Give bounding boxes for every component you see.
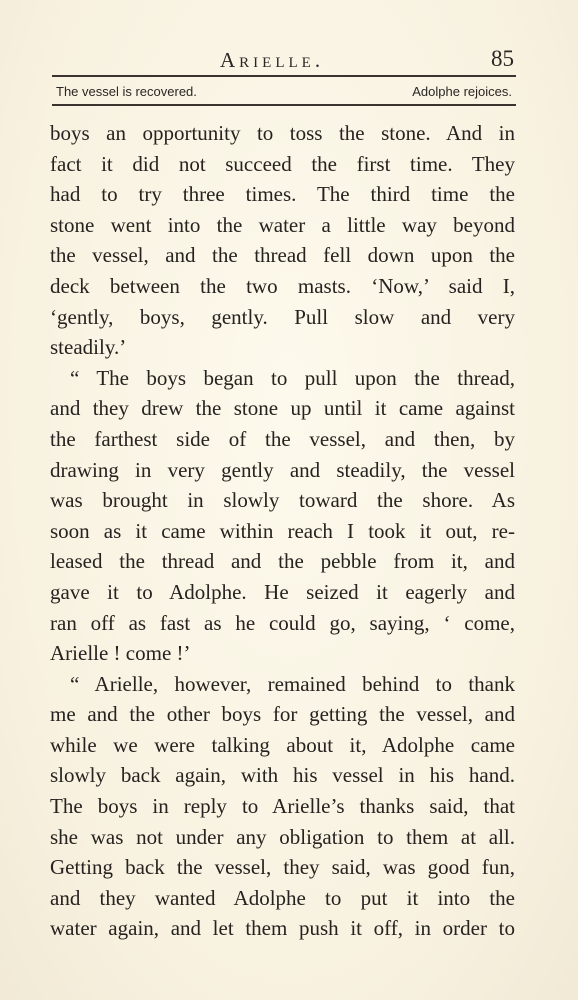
text-line: had to try three times. The third time the	[50, 182, 515, 207]
running-head-title: Arielle.	[220, 48, 325, 72]
text-line: was brought in slowly toward the shore. As	[50, 488, 515, 513]
text-line: “ The boys began to pull upon the thread,	[70, 365, 515, 390]
text-line: deck between the two masts. ‘Now,’ said I,	[50, 273, 515, 298]
header-rule-bottom	[52, 104, 516, 106]
text-line: boys an opportunity to toss the stone. And in	[50, 121, 515, 145]
text-line: soon as it came within reach I took it out, re-	[50, 518, 515, 543]
text-line: she was not under any obligation to them at all.	[50, 824, 515, 849]
text-line: stone went into the water a little way beyond	[50, 212, 515, 237]
subhead-right: Adolphe rejoices.	[412, 84, 512, 99]
text-line: “ Arielle, however, remained behind to thank	[70, 671, 515, 696]
text-line: Getting back the vessel, they said, was good fun,	[50, 855, 515, 880]
text-line: fact it did not succeed the first time. They	[50, 151, 515, 176]
text-line: the vessel, and the thread fell down upon the	[50, 243, 515, 268]
text-line: drawing in very gently and steadily, the vessel	[50, 457, 515, 482]
text-line: while we were talking about it, Adolphe came	[50, 732, 515, 757]
text-line: ran off as fast as he could go, saying, ‘ come,	[50, 610, 515, 635]
header-rule-top	[52, 75, 516, 77]
page-number: 85	[491, 46, 514, 71]
running-head	[40, 44, 514, 74]
text-line: and they wanted Adolphe to put it into the	[50, 885, 515, 910]
text-line: gave it to Adolphe. He seized it eagerly and	[50, 579, 515, 604]
body-text	[50, 118, 515, 944]
text-line: ‘gently, boys, gently. Pull slow and very	[50, 304, 515, 329]
text-line: Arielle ! come !’	[50, 641, 191, 666]
text-line: and they drew the stone up until it came against	[50, 396, 515, 421]
text-line: steadily.’	[50, 335, 127, 360]
text-line: the farthest side of the vessel, and then, by	[50, 426, 515, 451]
text-line: slowly back again, with his vessel in his hand.	[50, 763, 515, 788]
text-line: me and the other boys for getting the vessel, and	[50, 702, 515, 727]
text-line: water again, and let them push it off, in order to	[50, 916, 515, 941]
subhead-left: The vessel is recovered.	[56, 84, 197, 99]
text-line: The boys in reply to Arielle’s thanks said, that	[50, 794, 515, 819]
text-line: leased the thread and the pebble from it, and	[50, 549, 515, 574]
